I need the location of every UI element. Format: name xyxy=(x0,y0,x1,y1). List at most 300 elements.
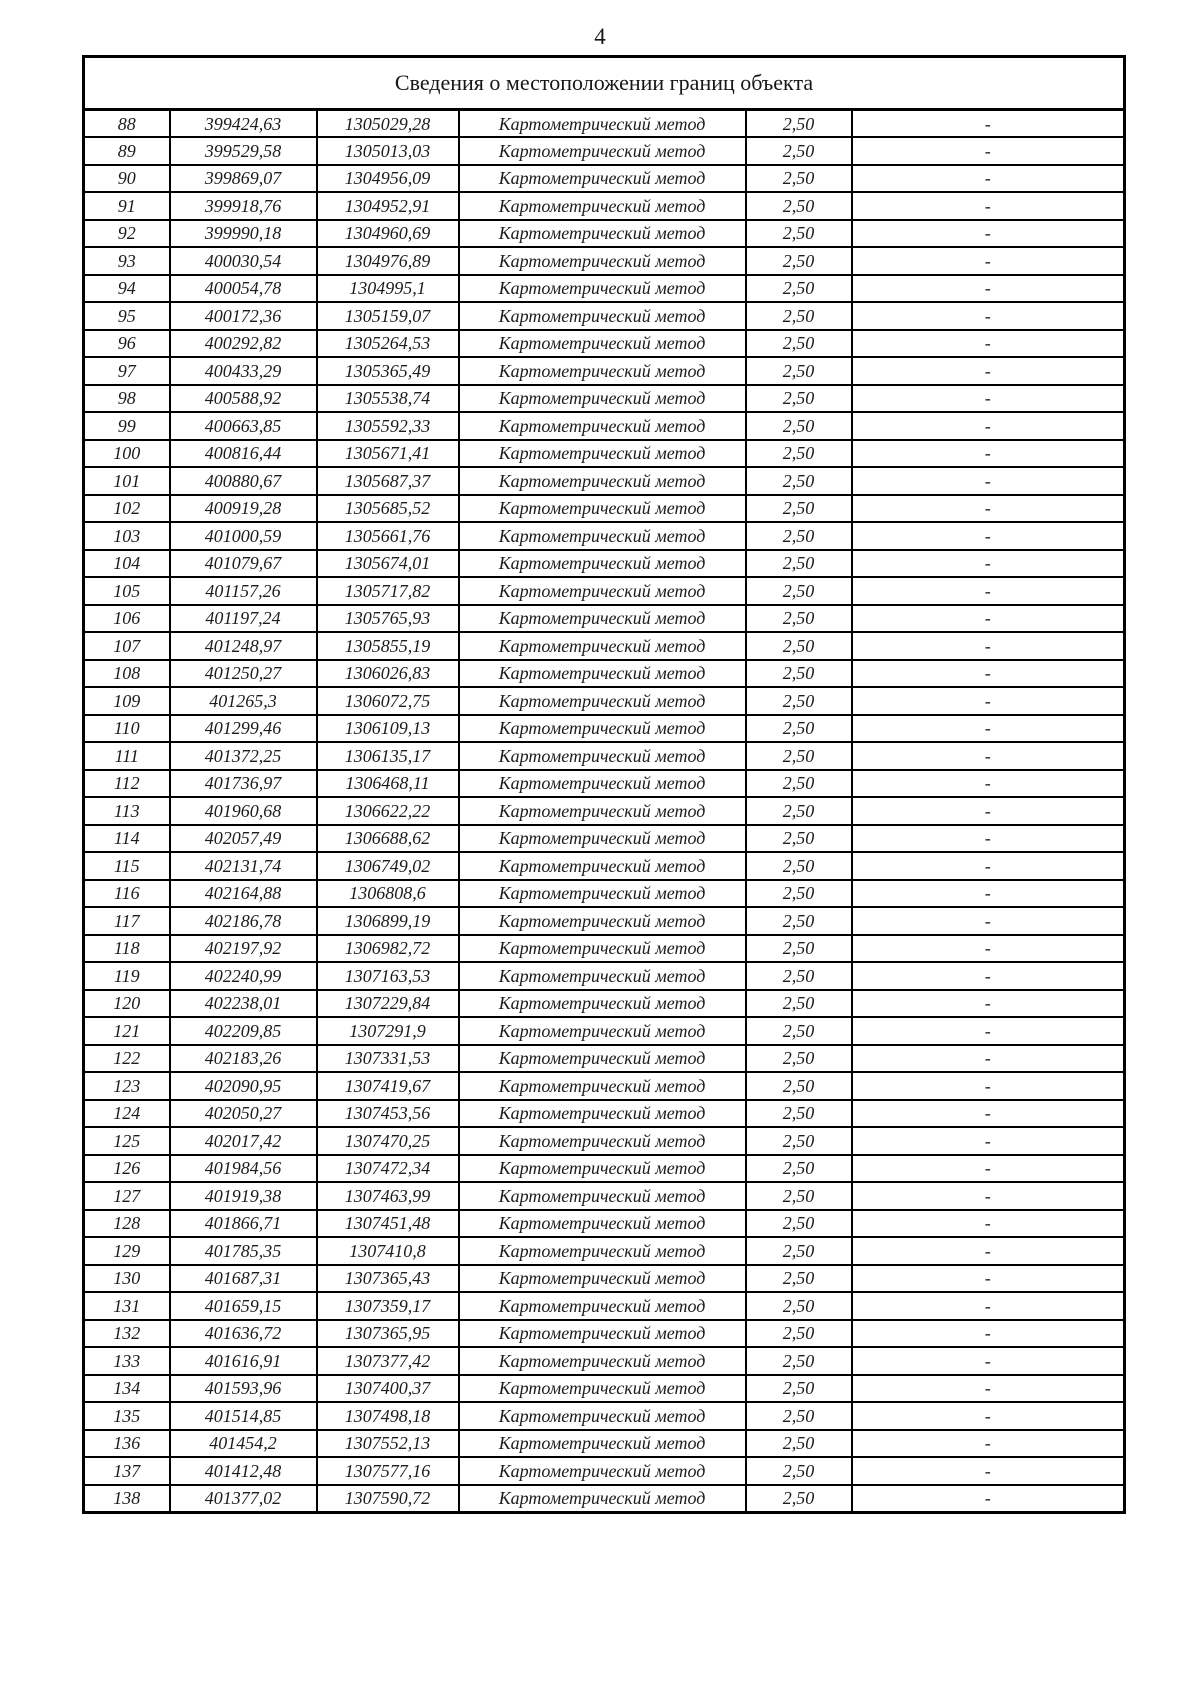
table-row xyxy=(84,495,1125,523)
coordinate-x-cell: 401197,24 xyxy=(170,605,317,633)
note-cell: - xyxy=(852,1485,1125,1513)
coordinate-x-cell: 401248,97 xyxy=(170,632,317,660)
coordinate-x-cell: 402209,85 xyxy=(170,1017,317,1045)
coordinate-y-cell: 1307410,8 xyxy=(317,1237,459,1265)
table-row xyxy=(84,467,1125,495)
coordinate-y-cell: 1306109,13 xyxy=(317,715,459,743)
precision-cell: 2,50 xyxy=(746,1182,852,1210)
method-cell: Картометрический метод xyxy=(459,385,746,413)
coordinate-y-cell: 1304960,69 xyxy=(317,220,459,248)
coordinate-y-cell: 1304995,1 xyxy=(317,275,459,303)
note-cell: - xyxy=(852,192,1125,220)
note-cell: - xyxy=(852,275,1125,303)
coordinate-y-cell: 1307365,43 xyxy=(317,1265,459,1293)
coordinate-x-cell: 401736,97 xyxy=(170,770,317,798)
method-cell: Картометрический метод xyxy=(459,715,746,743)
precision-cell: 2,50 xyxy=(746,1457,852,1485)
point-number-cell: 93 xyxy=(84,247,170,275)
note-cell: - xyxy=(852,1100,1125,1128)
table-body xyxy=(84,110,1125,1513)
point-number-cell: 126 xyxy=(84,1155,170,1183)
method-cell: Картометрический метод xyxy=(459,1182,746,1210)
precision-cell: 2,50 xyxy=(746,1320,852,1348)
table-row xyxy=(84,247,1125,275)
note-cell: - xyxy=(852,632,1125,660)
point-number-cell: 98 xyxy=(84,385,170,413)
method-cell: Картометрический метод xyxy=(459,687,746,715)
coordinate-y-cell: 1307472,34 xyxy=(317,1155,459,1183)
precision-cell: 2,50 xyxy=(746,1017,852,1045)
precision-cell: 2,50 xyxy=(746,797,852,825)
table-row xyxy=(84,440,1125,468)
coordinate-y-cell: 1306982,72 xyxy=(317,935,459,963)
table-row xyxy=(84,1320,1125,1348)
precision-cell: 2,50 xyxy=(746,330,852,358)
coordinate-y-cell: 1307229,84 xyxy=(317,990,459,1018)
method-cell: Картометрический метод xyxy=(459,110,746,138)
point-number-cell: 121 xyxy=(84,1017,170,1045)
table-row xyxy=(84,357,1125,385)
point-number-cell: 99 xyxy=(84,412,170,440)
note-cell: - xyxy=(852,522,1125,550)
coordinate-x-cell: 400816,44 xyxy=(170,440,317,468)
coordinate-x-cell: 401866,71 xyxy=(170,1210,317,1238)
coordinate-x-cell: 400663,85 xyxy=(170,412,317,440)
note-cell: - xyxy=(852,990,1125,1018)
note-cell: - xyxy=(852,1265,1125,1293)
precision-cell: 2,50 xyxy=(746,522,852,550)
coordinate-x-cell: 399918,76 xyxy=(170,192,317,220)
coordinate-y-cell: 1305855,19 xyxy=(317,632,459,660)
note-cell: - xyxy=(852,302,1125,330)
coordinate-x-cell: 402186,78 xyxy=(170,907,317,935)
coordinate-y-cell: 1305029,28 xyxy=(317,110,459,138)
point-number-cell: 127 xyxy=(84,1182,170,1210)
coordinate-x-cell: 399869,07 xyxy=(170,165,317,193)
table-row xyxy=(84,1375,1125,1403)
table-row xyxy=(84,220,1125,248)
method-cell: Картометрический метод xyxy=(459,1457,746,1485)
point-number-cell: 115 xyxy=(84,852,170,880)
table-row xyxy=(84,1210,1125,1238)
table-row xyxy=(84,770,1125,798)
point-number-cell: 119 xyxy=(84,962,170,990)
precision-cell: 2,50 xyxy=(746,110,852,138)
precision-cell: 2,50 xyxy=(746,605,852,633)
point-number-cell: 118 xyxy=(84,935,170,963)
coordinate-y-cell: 1307331,53 xyxy=(317,1045,459,1073)
table-row xyxy=(84,1182,1125,1210)
point-number-cell: 91 xyxy=(84,192,170,220)
point-number-cell: 88 xyxy=(84,110,170,138)
precision-cell: 2,50 xyxy=(746,1292,852,1320)
point-number-cell: 133 xyxy=(84,1347,170,1375)
coordinate-x-cell: 401000,59 xyxy=(170,522,317,550)
precision-cell: 2,50 xyxy=(746,770,852,798)
note-cell: - xyxy=(852,935,1125,963)
note-cell: - xyxy=(852,1457,1125,1485)
point-number-cell: 120 xyxy=(84,990,170,1018)
note-cell: - xyxy=(852,1155,1125,1183)
coordinate-x-cell: 400588,92 xyxy=(170,385,317,413)
point-number-cell: 124 xyxy=(84,1100,170,1128)
coordinate-y-cell: 1304976,89 xyxy=(317,247,459,275)
precision-cell: 2,50 xyxy=(746,385,852,413)
point-number-cell: 109 xyxy=(84,687,170,715)
table-row xyxy=(84,715,1125,743)
point-number-cell: 105 xyxy=(84,577,170,605)
note-cell: - xyxy=(852,137,1125,165)
coordinate-y-cell: 1307552,13 xyxy=(317,1430,459,1458)
table-row xyxy=(84,1292,1125,1320)
method-cell: Картометрический метод xyxy=(459,275,746,303)
coordinate-y-cell: 1307498,18 xyxy=(317,1402,459,1430)
method-cell: Картометрический метод xyxy=(459,247,746,275)
precision-cell: 2,50 xyxy=(746,742,852,770)
point-number-cell: 89 xyxy=(84,137,170,165)
precision-cell: 2,50 xyxy=(746,247,852,275)
coordinate-y-cell: 1306026,83 xyxy=(317,660,459,688)
point-number-cell: 112 xyxy=(84,770,170,798)
note-cell: - xyxy=(852,550,1125,578)
table-row xyxy=(84,935,1125,963)
method-cell: Картометрический метод xyxy=(459,440,746,468)
table-row xyxy=(84,1265,1125,1293)
precision-cell: 2,50 xyxy=(746,715,852,743)
point-number-cell: 97 xyxy=(84,357,170,385)
table-row xyxy=(84,275,1125,303)
table-row xyxy=(84,165,1125,193)
coordinate-x-cell: 402017,42 xyxy=(170,1127,317,1155)
method-cell: Картометрический метод xyxy=(459,1045,746,1073)
point-number-cell: 117 xyxy=(84,907,170,935)
coordinate-x-cell: 401372,25 xyxy=(170,742,317,770)
note-cell: - xyxy=(852,715,1125,743)
method-cell: Картометрический метод xyxy=(459,1265,746,1293)
point-number-cell: 107 xyxy=(84,632,170,660)
point-number-cell: 131 xyxy=(84,1292,170,1320)
table-row xyxy=(84,1100,1125,1128)
coordinate-x-cell: 402197,92 xyxy=(170,935,317,963)
method-cell: Картометрический метод xyxy=(459,1375,746,1403)
coordinate-y-cell: 1307590,72 xyxy=(317,1485,459,1513)
table-row xyxy=(84,825,1125,853)
note-cell: - xyxy=(852,1347,1125,1375)
coordinate-y-cell: 1307400,37 xyxy=(317,1375,459,1403)
table-row xyxy=(84,880,1125,908)
coordinate-x-cell: 399424,63 xyxy=(170,110,317,138)
method-cell: Картометрический метод xyxy=(459,962,746,990)
point-number-cell: 94 xyxy=(84,275,170,303)
point-number-cell: 111 xyxy=(84,742,170,770)
coordinate-x-cell: 399990,18 xyxy=(170,220,317,248)
coordinate-x-cell: 400292,82 xyxy=(170,330,317,358)
point-number-cell: 96 xyxy=(84,330,170,358)
method-cell: Картометрический метод xyxy=(459,632,746,660)
method-cell: Картометрический метод xyxy=(459,660,746,688)
table-row xyxy=(84,687,1125,715)
note-cell: - xyxy=(852,605,1125,633)
coordinate-x-cell: 401960,68 xyxy=(170,797,317,825)
coordinate-x-cell: 400030,54 xyxy=(170,247,317,275)
note-cell: - xyxy=(852,412,1125,440)
coordinate-y-cell: 1307359,17 xyxy=(317,1292,459,1320)
coordinate-y-cell: 1306749,02 xyxy=(317,852,459,880)
method-cell: Картометрический метод xyxy=(459,907,746,935)
precision-cell: 2,50 xyxy=(746,1072,852,1100)
coordinate-x-cell: 401636,72 xyxy=(170,1320,317,1348)
coordinate-y-cell: 1307463,99 xyxy=(317,1182,459,1210)
precision-cell: 2,50 xyxy=(746,165,852,193)
coordinate-x-cell: 401265,3 xyxy=(170,687,317,715)
table-row xyxy=(84,412,1125,440)
coordinate-y-cell: 1306622,22 xyxy=(317,797,459,825)
coordinate-y-cell: 1305765,93 xyxy=(317,605,459,633)
point-number-cell: 122 xyxy=(84,1045,170,1073)
coordinate-y-cell: 1305674,01 xyxy=(317,550,459,578)
point-number-cell: 92 xyxy=(84,220,170,248)
precision-cell: 2,50 xyxy=(746,1265,852,1293)
coordinate-y-cell: 1307365,95 xyxy=(317,1320,459,1348)
precision-cell: 2,50 xyxy=(746,467,852,495)
method-cell: Картометрический метод xyxy=(459,880,746,908)
point-number-cell: 136 xyxy=(84,1430,170,1458)
point-number-cell: 106 xyxy=(84,605,170,633)
coordinate-y-cell: 1307291,9 xyxy=(317,1017,459,1045)
coordinate-x-cell: 400054,78 xyxy=(170,275,317,303)
point-number-cell: 130 xyxy=(84,1265,170,1293)
table-row xyxy=(84,1457,1125,1485)
coordinate-y-cell: 1306072,75 xyxy=(317,687,459,715)
method-cell: Картометрический метод xyxy=(459,770,746,798)
table-row xyxy=(84,1127,1125,1155)
table-row xyxy=(84,1072,1125,1100)
precision-cell: 2,50 xyxy=(746,1430,852,1458)
coordinate-x-cell: 401377,02 xyxy=(170,1485,317,1513)
note-cell: - xyxy=(852,742,1125,770)
coordinate-x-cell: 402050,27 xyxy=(170,1100,317,1128)
coordinate-y-cell: 1307419,67 xyxy=(317,1072,459,1100)
coordinate-y-cell: 1305687,37 xyxy=(317,467,459,495)
point-number-cell: 138 xyxy=(84,1485,170,1513)
coordinate-y-cell: 1307577,16 xyxy=(317,1457,459,1485)
method-cell: Картометрический метод xyxy=(459,742,746,770)
precision-cell: 2,50 xyxy=(746,935,852,963)
method-cell: Картометрический метод xyxy=(459,1100,746,1128)
precision-cell: 2,50 xyxy=(746,1100,852,1128)
coordinate-x-cell: 399529,58 xyxy=(170,137,317,165)
point-number-cell: 110 xyxy=(84,715,170,743)
table-row xyxy=(84,1017,1125,1045)
precision-cell: 2,50 xyxy=(746,220,852,248)
table-row xyxy=(84,1045,1125,1073)
precision-cell: 2,50 xyxy=(746,880,852,908)
coordinate-x-cell: 402238,01 xyxy=(170,990,317,1018)
coordinate-x-cell: 402183,26 xyxy=(170,1045,317,1073)
method-cell: Картометрический метод xyxy=(459,1485,746,1513)
table-row xyxy=(84,1155,1125,1183)
note-cell: - xyxy=(852,1182,1125,1210)
method-cell: Картометрический метод xyxy=(459,467,746,495)
method-cell: Картометрический метод xyxy=(459,165,746,193)
point-number-cell: 129 xyxy=(84,1237,170,1265)
table-row xyxy=(84,742,1125,770)
precision-cell: 2,50 xyxy=(746,1402,852,1430)
method-cell: Картометрический метод xyxy=(459,1347,746,1375)
note-cell: - xyxy=(852,440,1125,468)
coordinate-y-cell: 1306899,19 xyxy=(317,907,459,935)
precision-cell: 2,50 xyxy=(746,192,852,220)
method-cell: Картометрический метод xyxy=(459,1237,746,1265)
note-cell: - xyxy=(852,495,1125,523)
coordinate-y-cell: 1306808,6 xyxy=(317,880,459,908)
coordinate-y-cell: 1305013,03 xyxy=(317,137,459,165)
coordinate-x-cell: 400880,67 xyxy=(170,467,317,495)
note-cell: - xyxy=(852,1375,1125,1403)
point-number-cell: 103 xyxy=(84,522,170,550)
note-cell: - xyxy=(852,330,1125,358)
note-cell: - xyxy=(852,1210,1125,1238)
table-row xyxy=(84,990,1125,1018)
table-title: Сведения о местоположении границ объекта xyxy=(84,57,1125,110)
precision-cell: 2,50 xyxy=(746,357,852,385)
coordinate-x-cell: 401687,31 xyxy=(170,1265,317,1293)
coordinate-y-cell: 1305592,33 xyxy=(317,412,459,440)
coordinate-x-cell: 401984,56 xyxy=(170,1155,317,1183)
note-cell: - xyxy=(852,467,1125,495)
table-row xyxy=(84,1402,1125,1430)
table-row xyxy=(84,330,1125,358)
note-cell: - xyxy=(852,385,1125,413)
coordinate-x-cell: 401919,38 xyxy=(170,1182,317,1210)
table-row xyxy=(84,577,1125,605)
precision-cell: 2,50 xyxy=(746,632,852,660)
method-cell: Картометрический метод xyxy=(459,302,746,330)
method-cell: Картометрический метод xyxy=(459,605,746,633)
precision-cell: 2,50 xyxy=(746,825,852,853)
table-row xyxy=(84,1237,1125,1265)
boundary-coordinates-table xyxy=(82,55,1126,1514)
point-number-cell: 128 xyxy=(84,1210,170,1238)
note-cell: - xyxy=(852,357,1125,385)
point-number-cell: 104 xyxy=(84,550,170,578)
coordinate-x-cell: 402131,74 xyxy=(170,852,317,880)
table-row xyxy=(84,110,1125,138)
precision-cell: 2,50 xyxy=(746,495,852,523)
precision-cell: 2,50 xyxy=(746,550,852,578)
coordinate-y-cell: 1307377,42 xyxy=(317,1347,459,1375)
coordinate-y-cell: 1307451,48 xyxy=(317,1210,459,1238)
method-cell: Картометрический метод xyxy=(459,330,746,358)
coordinate-x-cell: 401079,67 xyxy=(170,550,317,578)
note-cell: - xyxy=(852,247,1125,275)
coordinate-y-cell: 1307453,56 xyxy=(317,1100,459,1128)
coordinate-y-cell: 1306688,62 xyxy=(317,825,459,853)
note-cell: - xyxy=(852,825,1125,853)
page-number: 4 xyxy=(594,24,606,49)
coordinate-x-cell: 401454,2 xyxy=(170,1430,317,1458)
table-row xyxy=(84,852,1125,880)
precision-cell: 2,50 xyxy=(746,1210,852,1238)
method-cell: Картометрический метод xyxy=(459,935,746,963)
precision-cell: 2,50 xyxy=(746,1127,852,1155)
coordinate-y-cell: 1304952,91 xyxy=(317,192,459,220)
point-number-cell: 137 xyxy=(84,1457,170,1485)
table-row xyxy=(84,385,1125,413)
table-row xyxy=(84,962,1125,990)
note-cell: - xyxy=(852,1320,1125,1348)
note-cell: - xyxy=(852,770,1125,798)
table-row xyxy=(84,302,1125,330)
precision-cell: 2,50 xyxy=(746,1045,852,1073)
coordinate-x-cell: 401514,85 xyxy=(170,1402,317,1430)
method-cell: Картометрический метод xyxy=(459,550,746,578)
method-cell: Картометрический метод xyxy=(459,797,746,825)
precision-cell: 2,50 xyxy=(746,687,852,715)
table-row xyxy=(84,632,1125,660)
precision-cell: 2,50 xyxy=(746,660,852,688)
note-cell: - xyxy=(852,1072,1125,1100)
coordinate-x-cell: 402057,49 xyxy=(170,825,317,853)
point-number-cell: 132 xyxy=(84,1320,170,1348)
coordinate-x-cell: 401659,15 xyxy=(170,1292,317,1320)
point-number-cell: 90 xyxy=(84,165,170,193)
point-number-cell: 135 xyxy=(84,1402,170,1430)
precision-cell: 2,50 xyxy=(746,577,852,605)
coordinate-x-cell: 401785,35 xyxy=(170,1237,317,1265)
method-cell: Картометрический метод xyxy=(459,412,746,440)
note-cell: - xyxy=(852,852,1125,880)
coordinate-y-cell: 1304956,09 xyxy=(317,165,459,193)
method-cell: Картометрический метод xyxy=(459,1320,746,1348)
table-row xyxy=(84,797,1125,825)
precision-cell: 2,50 xyxy=(746,1155,852,1183)
point-number-cell: 100 xyxy=(84,440,170,468)
note-cell: - xyxy=(852,1127,1125,1155)
coordinate-x-cell: 401412,48 xyxy=(170,1457,317,1485)
point-number-cell: 123 xyxy=(84,1072,170,1100)
coordinate-x-cell: 402240,99 xyxy=(170,962,317,990)
coordinate-x-cell: 400919,28 xyxy=(170,495,317,523)
coordinate-y-cell: 1305661,76 xyxy=(317,522,459,550)
method-cell: Картометрический метод xyxy=(459,1430,746,1458)
table-row xyxy=(84,192,1125,220)
coordinate-y-cell: 1306468,11 xyxy=(317,770,459,798)
point-number-cell: 113 xyxy=(84,797,170,825)
precision-cell: 2,50 xyxy=(746,1485,852,1513)
method-cell: Картометрический метод xyxy=(459,577,746,605)
point-number-cell: 102 xyxy=(84,495,170,523)
note-cell: - xyxy=(852,660,1125,688)
method-cell: Картометрический метод xyxy=(459,825,746,853)
method-cell: Картометрический метод xyxy=(459,137,746,165)
note-cell: - xyxy=(852,220,1125,248)
precision-cell: 2,50 xyxy=(746,440,852,468)
method-cell: Картометрический метод xyxy=(459,1072,746,1100)
method-cell: Картометрический метод xyxy=(459,1017,746,1045)
method-cell: Картометрический метод xyxy=(459,1402,746,1430)
note-cell: - xyxy=(852,110,1125,138)
table-row xyxy=(84,1430,1125,1458)
table-row xyxy=(84,660,1125,688)
note-cell: - xyxy=(852,687,1125,715)
precision-cell: 2,50 xyxy=(746,302,852,330)
precision-cell: 2,50 xyxy=(746,990,852,1018)
method-cell: Картометрический метод xyxy=(459,1127,746,1155)
note-cell: - xyxy=(852,165,1125,193)
point-number-cell: 125 xyxy=(84,1127,170,1155)
coordinate-x-cell: 401593,96 xyxy=(170,1375,317,1403)
